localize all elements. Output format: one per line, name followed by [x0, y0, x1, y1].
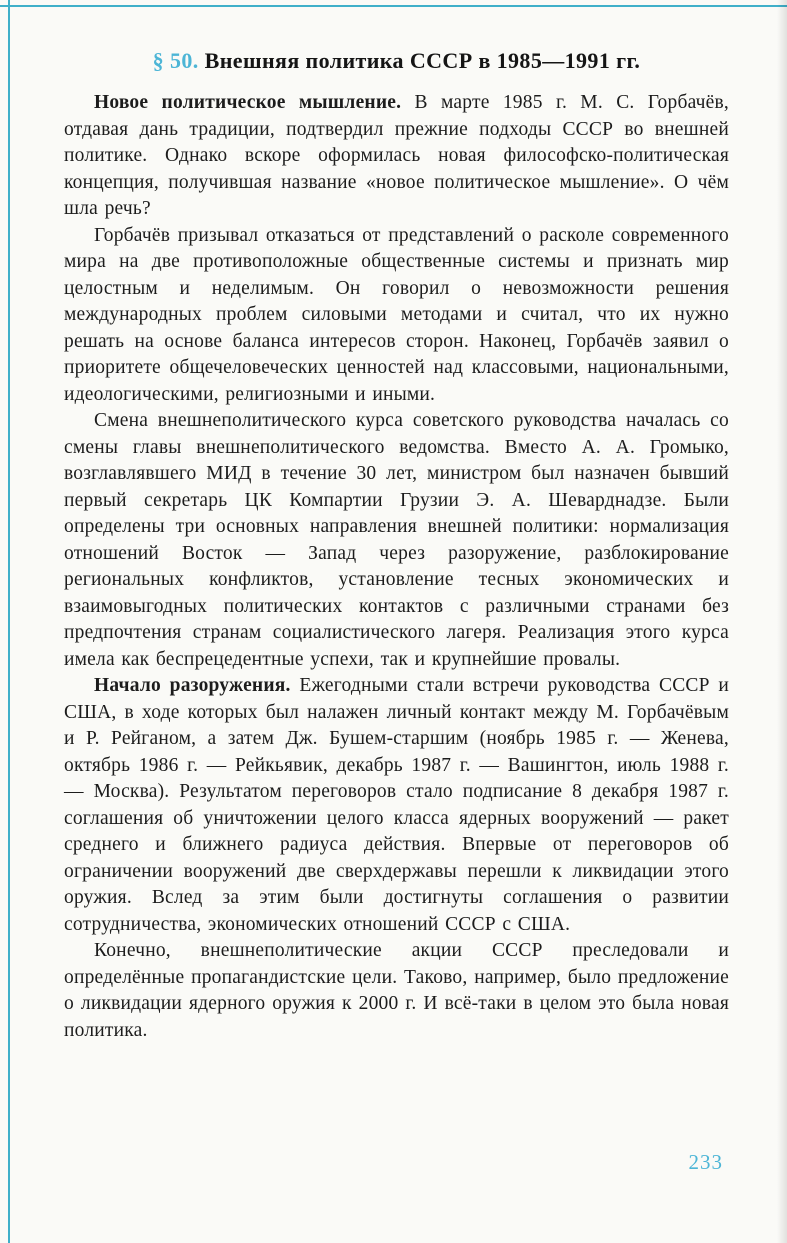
paragraph-text: Горбачёв призывал отказаться от представлений о расколе современного мира на две противоположные общественные системы и признать мир целостным и неделимым. Он говорил о невозможности решения международных проблем силовыми методами и считал, что их нужно решать на основе баланса интересов сторон. Наконец, Горбачёв заявил о приоритете общечеловеческих ценностей над классовыми, национальными, идеологическими, религиозными и иными. — [64, 224, 729, 405]
paragraph-text: Конечно, внешнеполитические акции СССР преследовали и определённые пропагандистские цели. Таково, например, было предложение о ликвидации ядерного оружия к 2000 г. И всё-таки в целом это была новая политика. — [64, 940, 729, 1041]
page-number: 233 — [688, 1150, 723, 1174]
paragraph-disarmament-start — [64, 673, 729, 938]
paragraph-text: Ежегодными стали встречи руководства СССР и США, в ходе которых был налажен личный контакт между М. Горбачёвым и Р. Рейганом, а затем Дж. Бушем-старшим (ноябрь 1985 г. — Женева, октябрь 1986 г. — Рейкьявик, декабрь 1987 г. — Вашингтон, июль 1988 г. — Москва). Результатом переговоров стало подписание 8 декабря 1987 г. соглашения об уничтожении целого класса ядерных вооружений — ракет среднего и ближнего радиуса действия. Впервые от переговоров об ограничении вооружений две сверхдержавы перешли к ликвидации этого оружия. Вслед за этим были достигнуты соглашения о развитии сотрудничества, экономических отношений СССР с США. — [64, 675, 729, 935]
paragraph-conclusion — [64, 938, 729, 1044]
page-frame-left-line — [8, 0, 10, 1243]
textbook-page-content — [64, 46, 729, 1044]
paragraph-text: В марте 1985 г. М. С. Горбачёв, отдавая дань традиции, подтвердил прежние подходы СССР во внешней политике. Однако вскоре оформилась новая философско-политическая концепция, получившая название «новое политическое мышление». О чём шла речь? — [64, 92, 729, 219]
paragraph-gorbachev-called — [64, 223, 729, 409]
section-title: Внешняя политика СССР в 1985—1991 гг. — [204, 48, 641, 73]
page-frame-top-line — [0, 5, 787, 7]
paragraph-lead: Новое политическое мышление. — [94, 92, 402, 113]
paragraph-text: Смена внешнеполитического курса советского руководства началась со смены главы внешнеполитического ведомства. Вместо А. А. Громыко, возглавлявшего МИД в течение 30 лет, министром был назначен бывший первый секретарь ЦК Компартии Грузии Э. А. Шеварднадзе. Были определены три основных направления внешней политики: нормализация отношений Восток — Запад через разоружение, разблокирование региональных конфликтов, установление тесных экономических и взаимовыгодных политических контактов с различными странами без предпочтения странам социалистического лагеря. Реализация этого курса имела как беспрецедентные успехи, так и крупнейшие провалы. — [64, 410, 729, 670]
paragraph-lead: Начало разоружения. — [94, 675, 291, 696]
paragraph-course-change — [64, 408, 729, 673]
paragraph-new-political-thinking — [64, 90, 729, 223]
section-number: § 50. — [152, 48, 199, 73]
scan-edge-shadow — [777, 0, 787, 1243]
section-heading — [64, 46, 729, 76]
